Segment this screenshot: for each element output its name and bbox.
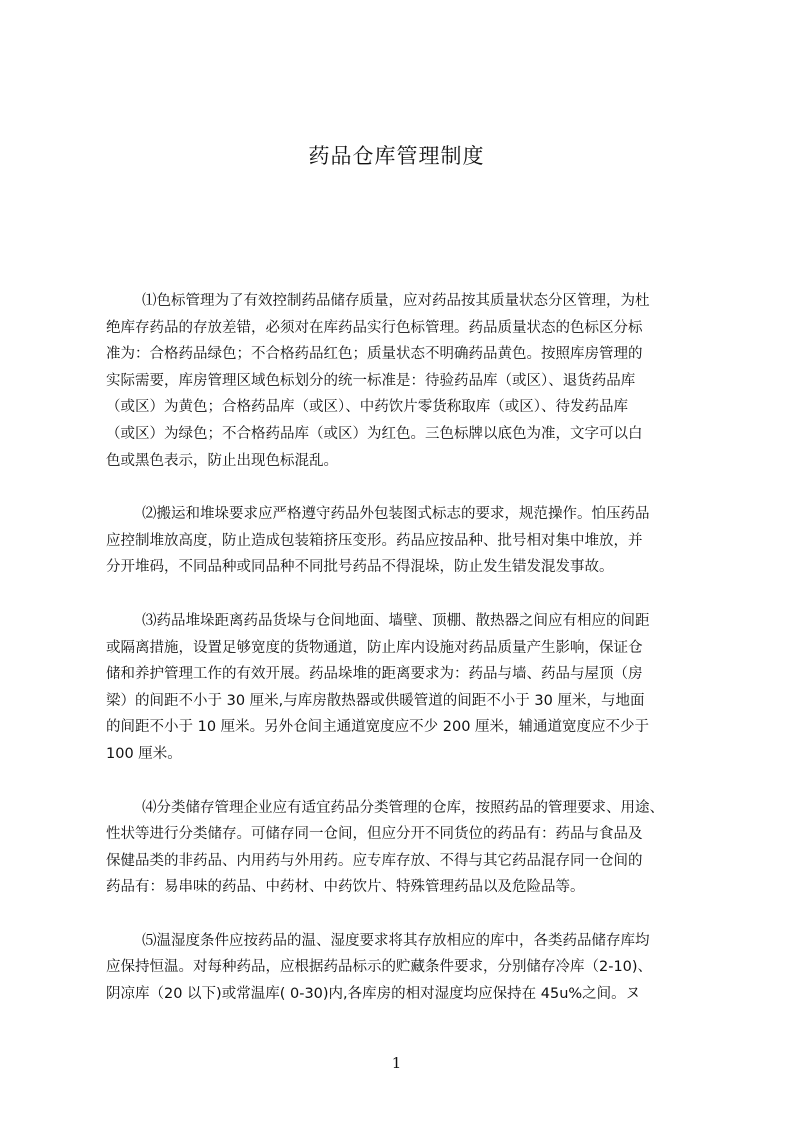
text-line: 应保持恒温。对每种药品，应根据药品标示的贮藏条件要求，分别储存冷库（2-10)、 xyxy=(106,959,653,976)
paragraph-stacking-distance xyxy=(106,608,706,768)
document-body xyxy=(106,288,706,1035)
text-line: 分开堆码，不同品种或同品种不同批号药品不得混垛，防止发生错发混发事故。 xyxy=(106,559,614,576)
text-line: ⑸温湿度条件应按药品的温、湿度要求将其存放相应的库中，各类药品储存库均 xyxy=(142,932,650,949)
text-line: 或隔离措施，设置足够宽度的货物通道，防止库内设施对药品质量产生影响，保证仓 xyxy=(106,639,643,656)
paragraph-handling-stacking xyxy=(106,501,706,581)
text-line: 色或黑色表示，防止出现色标混乱。 xyxy=(106,452,338,469)
text-line: 绝库存药品的存放差错，必须对在库药品实行色标管理。药品质量状态的色标区分标 xyxy=(106,319,643,336)
text-line: ⑷分类储存管理企业应有适宜药品分类管理的仓库，按照药品的管理要求、用途、 xyxy=(142,799,664,816)
paragraph-color-label-management xyxy=(106,288,706,474)
text-line: 的间距不小于 10 厘米。另外仓间主通道宽度应不少 200 厘米，辅通道宽度应不少于 xyxy=(106,719,650,736)
paragraph-temperature-humidity xyxy=(106,928,706,1008)
text-line: 储和养护管理工作的有效开展。药品垛堆的距离要求为：药品与墙、药品与屋顶（房 xyxy=(106,666,643,683)
text-line: 阴凉库（20 以下)或常温库( 0-30)内,各库房的相对湿度均应保持在 45u%之间。ヌ xyxy=(106,986,641,1003)
text-line: （或区）为绿色；不合格药品库（或区）为红色。三色标牌以底色为准，文字可以白 xyxy=(106,425,643,442)
text-line: ⑶药品堆垛距离药品货垛与仓间地面、墙壁、顶棚、散热器之间应有相应的间距 xyxy=(142,612,650,629)
text-line: 保健品类的非药品、内用药与外用药。应专库存放、不得与其它药品混存同一仓间的 xyxy=(106,852,643,869)
document-title: 药品仓库管理制度 xyxy=(308,144,485,168)
text-line: 药品有：易串味的药品、中药材、中药饮片、特殊管理药品以及危险品等。 xyxy=(106,879,585,896)
text-line: 100 厘米。 xyxy=(106,745,182,762)
text-line: 实际需要，库房管理区域色标划分的统一标准是：待验药品库（或区）、退货药品库 xyxy=(106,372,636,389)
text-line: ⑵搬运和堆垛要求应严格遵守药品外包装图式标志的要求，规范操作。怕压药品 xyxy=(142,506,650,523)
text-line: 梁）的间距不小于 30 厘米,与库房散热器或供暖管道的间距不小于 30 厘米，与地面 xyxy=(106,692,645,709)
text-line: ⑴色标管理为了有效控制药品储存质量，应对药品按其质量状态分区管理，为杜 xyxy=(142,293,650,309)
text-line: 应控制堆放高度，防止造成包装箱挤压变形。药品应按品种、批号相对集中堆放，并 xyxy=(106,532,643,549)
page-number: 1 xyxy=(391,1054,402,1072)
paragraph-classified-storage xyxy=(106,795,706,901)
text-line: 性状等进行分类储存。可储存同一仓间，但应分开不同货位的药品有：药品与食品及 xyxy=(106,826,643,843)
text-line: （或区）为黄色；合格药品库（或区）、中药饮片零货称取库（或区）、待发药品库 xyxy=(106,399,628,416)
text-line: 准为：合格药品绿色；不合格药品红色；质量状态不明确药品黄色。按照库房管理的 xyxy=(106,346,643,363)
